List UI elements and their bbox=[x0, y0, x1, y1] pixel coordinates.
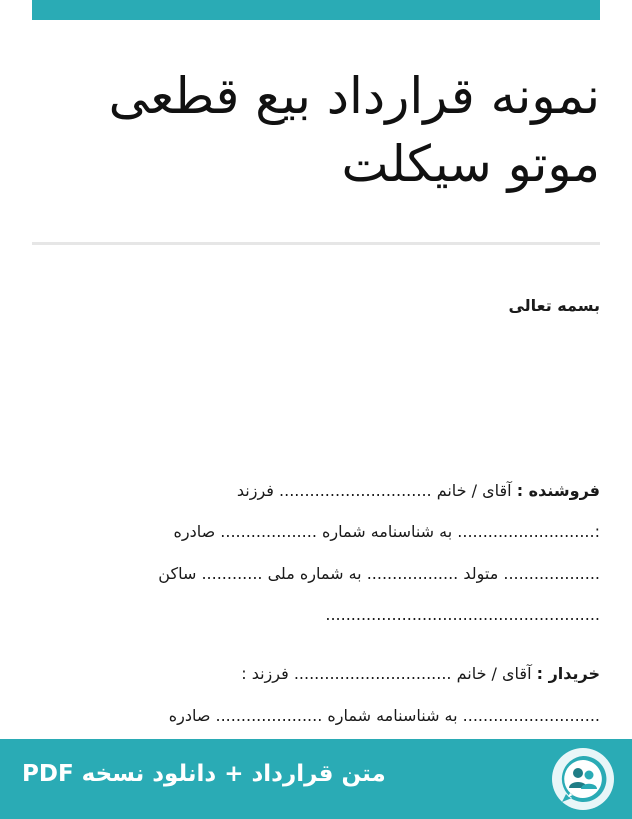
top-accent-bar bbox=[32, 0, 600, 20]
seller-line-3: ................... متولد .................. به شماره ملی ............ ساکن bbox=[158, 564, 600, 583]
buyer-line-2: ........................... به شناسنامه شماره ..................... صادره bbox=[168, 706, 600, 725]
seller-line-2: :........................... به شناسنامه شماره ................... صادره bbox=[173, 522, 600, 541]
page-title bbox=[32, 62, 600, 198]
salutation: بسمه تعالی bbox=[508, 296, 600, 315]
seller-line-1 bbox=[237, 479, 600, 503]
title-line-1: نمونه قرارداد بیع قطعی bbox=[108, 67, 600, 125]
seller-label: فروشنده : bbox=[516, 481, 600, 500]
title-divider bbox=[32, 242, 600, 245]
title-line-2: موتو سیکلت bbox=[341, 135, 600, 193]
download-banner-text[interactable]: متن قرارداد + دانلود نسخه PDF bbox=[22, 761, 386, 787]
seller-line-4: ...................................................... bbox=[325, 605, 600, 624]
buyer-line-1 bbox=[241, 662, 600, 686]
download-banner[interactable] bbox=[0, 739, 632, 819]
seller-line-1-text: آقای / خانم .............................. فرزند bbox=[236, 481, 517, 500]
buyer-line-1-text: آقای / خانم ............................... فرزند : bbox=[241, 664, 537, 683]
buyer-label: خریدار : bbox=[536, 664, 600, 683]
users-chat-icon bbox=[552, 748, 614, 810]
